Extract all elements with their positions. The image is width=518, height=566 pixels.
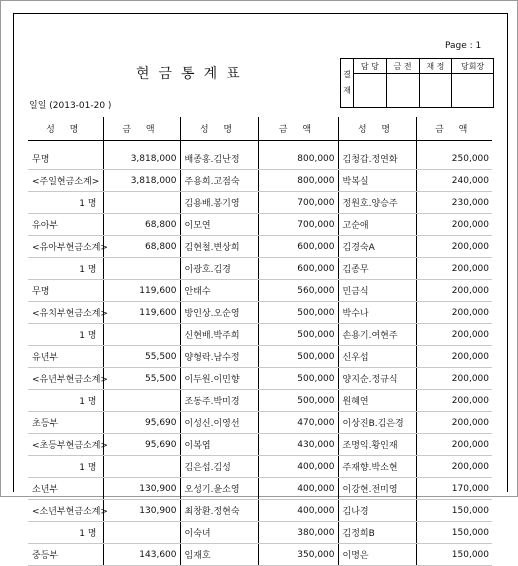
name-cell: 오성기.윤소영 (180, 478, 258, 500)
amount-cell (103, 522, 180, 544)
name-cell: 이숙녀 (180, 522, 258, 544)
table-row (28, 544, 492, 566)
name-cell: 이모연 (180, 214, 258, 236)
amount-cell: 55,500 (103, 346, 180, 368)
report-date: 일일 (2013-01-20 ) (29, 101, 112, 111)
name-cell: 1 명 (28, 456, 103, 478)
amount-cell: 500,000 (258, 346, 338, 368)
amount-cell: 400,000 (258, 456, 338, 478)
name-cell: 양지순.정규식 (338, 368, 416, 390)
name-cell: 1 명 (28, 258, 103, 280)
approval-box (340, 58, 494, 108)
amount-cell: 200,000 (416, 412, 492, 434)
approval-side-char: 재 (343, 86, 351, 95)
amount-cell (103, 258, 180, 280)
name-cell: 소년부 (28, 478, 103, 500)
name-cell: 최창환.정현숙 (180, 500, 258, 522)
name-cell: 박수나 (338, 302, 416, 324)
name-cell: 정원호.양승주 (338, 192, 416, 214)
amount-cell: 95,690 (103, 434, 180, 456)
table-row (28, 148, 492, 170)
col-header-amount-1: 금 액 (103, 117, 180, 141)
amount-cell: 200,000 (416, 346, 492, 368)
amount-cell: 170,000 (416, 478, 492, 500)
amount-cell: 130,900 (103, 500, 180, 522)
amount-cell: 200,000 (416, 324, 492, 346)
table-row (28, 412, 492, 434)
approval-sign-2 (419, 74, 452, 108)
amount-cell: 200,000 (416, 456, 492, 478)
name-cell: <유년부현금소계> (28, 368, 103, 390)
table-row (28, 456, 492, 478)
approval-col-1: 금 전 (386, 59, 419, 74)
name-cell: 이성신.이영선 (180, 412, 258, 434)
amount-cell: 230,000 (416, 192, 492, 214)
name-cell: 무명 (28, 280, 103, 302)
table-row (28, 478, 492, 500)
amount-cell (103, 390, 180, 412)
name-cell: 이명은 (338, 544, 416, 566)
name-cell: 방인상.오순영 (180, 302, 258, 324)
name-cell: 중등부 (28, 544, 103, 566)
name-cell: 양형락.남수정 (180, 346, 258, 368)
col-header-name-3: 성 명 (338, 117, 416, 141)
approval-col-0: 담 당 (354, 59, 387, 74)
name-cell: 유아부 (28, 214, 103, 236)
approval-side-text (341, 67, 353, 99)
approval-side-label (341, 59, 354, 108)
name-cell: 손용기.여현주 (338, 324, 416, 346)
amount-cell: 400,000 (258, 478, 338, 500)
amount-cell: 700,000 (258, 214, 338, 236)
amount-cell: 240,000 (416, 170, 492, 192)
amount-cell: 143,600 (103, 544, 180, 566)
name-cell: 1 명 (28, 324, 103, 346)
amount-cell: 500,000 (258, 302, 338, 324)
name-cell: 이상진B.김은경 (338, 412, 416, 434)
col-header-name-2: 성 명 (180, 117, 258, 141)
amount-cell: 150,000 (416, 544, 492, 566)
name-cell: 이강현.전미영 (338, 478, 416, 500)
amount-cell: 150,000 (416, 522, 492, 544)
table-row (28, 280, 492, 302)
amount-cell: 700,000 (258, 192, 338, 214)
name-cell: 안태수 (180, 280, 258, 302)
name-cell: 초등부 (28, 412, 103, 434)
name-cell: 임재호 (180, 544, 258, 566)
table-row (28, 522, 492, 544)
amount-cell: 500,000 (258, 390, 338, 412)
name-cell: 배종홍.김난정 (180, 148, 258, 170)
amount-cell: 200,000 (416, 368, 492, 390)
name-cell: 김나경 (338, 500, 416, 522)
amount-cell: 119,600 (103, 280, 180, 302)
page-number: Page : 1 (445, 41, 482, 51)
amount-cell: 500,000 (258, 368, 338, 390)
amount-cell (103, 324, 180, 346)
name-cell: 1 명 (28, 390, 103, 412)
amount-cell: 600,000 (258, 236, 338, 258)
approval-sign-0 (354, 74, 387, 108)
approval-sign-1 (386, 74, 419, 108)
amount-cell: 350,000 (258, 544, 338, 566)
table-row (28, 324, 492, 346)
table-row (28, 346, 492, 368)
table-row (28, 434, 492, 456)
name-cell: 이두원.이민향 (180, 368, 258, 390)
amount-cell: 800,000 (258, 148, 338, 170)
name-cell: 김현철.변상희 (180, 236, 258, 258)
name-cell: 유년부 (28, 346, 103, 368)
amount-cell: 200,000 (416, 434, 492, 456)
amount-cell: 470,000 (258, 412, 338, 434)
name-cell: 김종무 (338, 258, 416, 280)
name-cell: 김정희B (338, 522, 416, 544)
table-row (28, 258, 492, 280)
amount-cell (103, 456, 180, 478)
table-row (28, 192, 492, 214)
name-cell: 이복엽 (180, 434, 258, 456)
amount-cell: 95,690 (103, 412, 180, 434)
amount-cell: 200,000 (416, 258, 492, 280)
col-header-amount-2: 금 액 (258, 117, 338, 141)
amount-cell: 560,000 (258, 280, 338, 302)
name-cell: 1 명 (28, 192, 103, 214)
amount-cell: 150,000 (416, 500, 492, 522)
amount-cell: 200,000 (416, 302, 492, 324)
approval-side-char: 결 (343, 70, 351, 79)
name-cell: 무명 (28, 148, 103, 170)
table-row (28, 500, 492, 522)
amount-cell: 200,000 (416, 390, 492, 412)
name-cell: 원혜연 (338, 390, 416, 412)
amount-cell: 200,000 (416, 214, 492, 236)
amount-cell: 250,000 (416, 148, 492, 170)
amount-cell: 3,818,000 (103, 148, 180, 170)
cash-ledger-table (28, 117, 492, 566)
name-cell: 김경숙A (338, 236, 416, 258)
name-cell: 조명익.황인재 (338, 434, 416, 456)
name-cell: 주재향.박소현 (338, 456, 416, 478)
approval-col-2: 재 정 (419, 59, 452, 74)
table-row (28, 390, 492, 412)
amount-cell: 200,000 (416, 236, 492, 258)
name-cell: 민금식 (338, 280, 416, 302)
amount-cell: 800,000 (258, 170, 338, 192)
amount-cell: 55,500 (103, 368, 180, 390)
amount-cell: 600,000 (258, 258, 338, 280)
name-cell: 신우섭 (338, 346, 416, 368)
amount-cell: 68,800 (103, 214, 180, 236)
name-cell: <소년부현금소계> (28, 500, 103, 522)
name-cell: 1 명 (28, 522, 103, 544)
table-row (28, 368, 492, 390)
approval-col-3: 당회장 (452, 59, 494, 74)
amount-cell: 380,000 (258, 522, 338, 544)
name-cell: 김청갑.정연화 (338, 148, 416, 170)
amount-cell: 3,818,000 (103, 170, 180, 192)
amount-cell: 500,000 (258, 324, 338, 346)
name-cell: <초등부현금소계> (28, 434, 103, 456)
report-title: 현금통계표 (136, 66, 249, 82)
name-cell: 박복실 (338, 170, 416, 192)
name-cell: 조동주.박미경 (180, 390, 258, 412)
name-cell: <유치부현금소계> (28, 302, 103, 324)
name-cell: 고순애 (338, 214, 416, 236)
name-cell: 주용희.고점숙 (180, 170, 258, 192)
amount-cell: 130,900 (103, 478, 180, 500)
name-cell: 김용배.봉기영 (180, 192, 258, 214)
name-cell: 이광호.김경 (180, 258, 258, 280)
spacer-row (28, 141, 492, 149)
col-header-amount-3: 금 액 (416, 117, 492, 141)
amount-cell: 119,600 (103, 302, 180, 324)
name-cell: 김은섭.김성 (180, 456, 258, 478)
name-cell: 신현배.박주희 (180, 324, 258, 346)
table-row (28, 170, 492, 192)
col-header-name-1: 성 명 (28, 117, 103, 141)
table-row (28, 236, 492, 258)
ledger-body (28, 141, 492, 566)
amount-cell: 400,000 (258, 500, 338, 522)
amount-cell (103, 192, 180, 214)
name-cell: <유아부현금소계> (28, 236, 103, 258)
approval-sign-3 (452, 74, 494, 108)
amount-cell: 430,000 (258, 434, 338, 456)
table-row (28, 214, 492, 236)
name-cell: <주일현금소계> (28, 170, 103, 192)
amount-cell: 200,000 (416, 280, 492, 302)
amount-cell: 68,800 (103, 236, 180, 258)
table-row (28, 302, 492, 324)
